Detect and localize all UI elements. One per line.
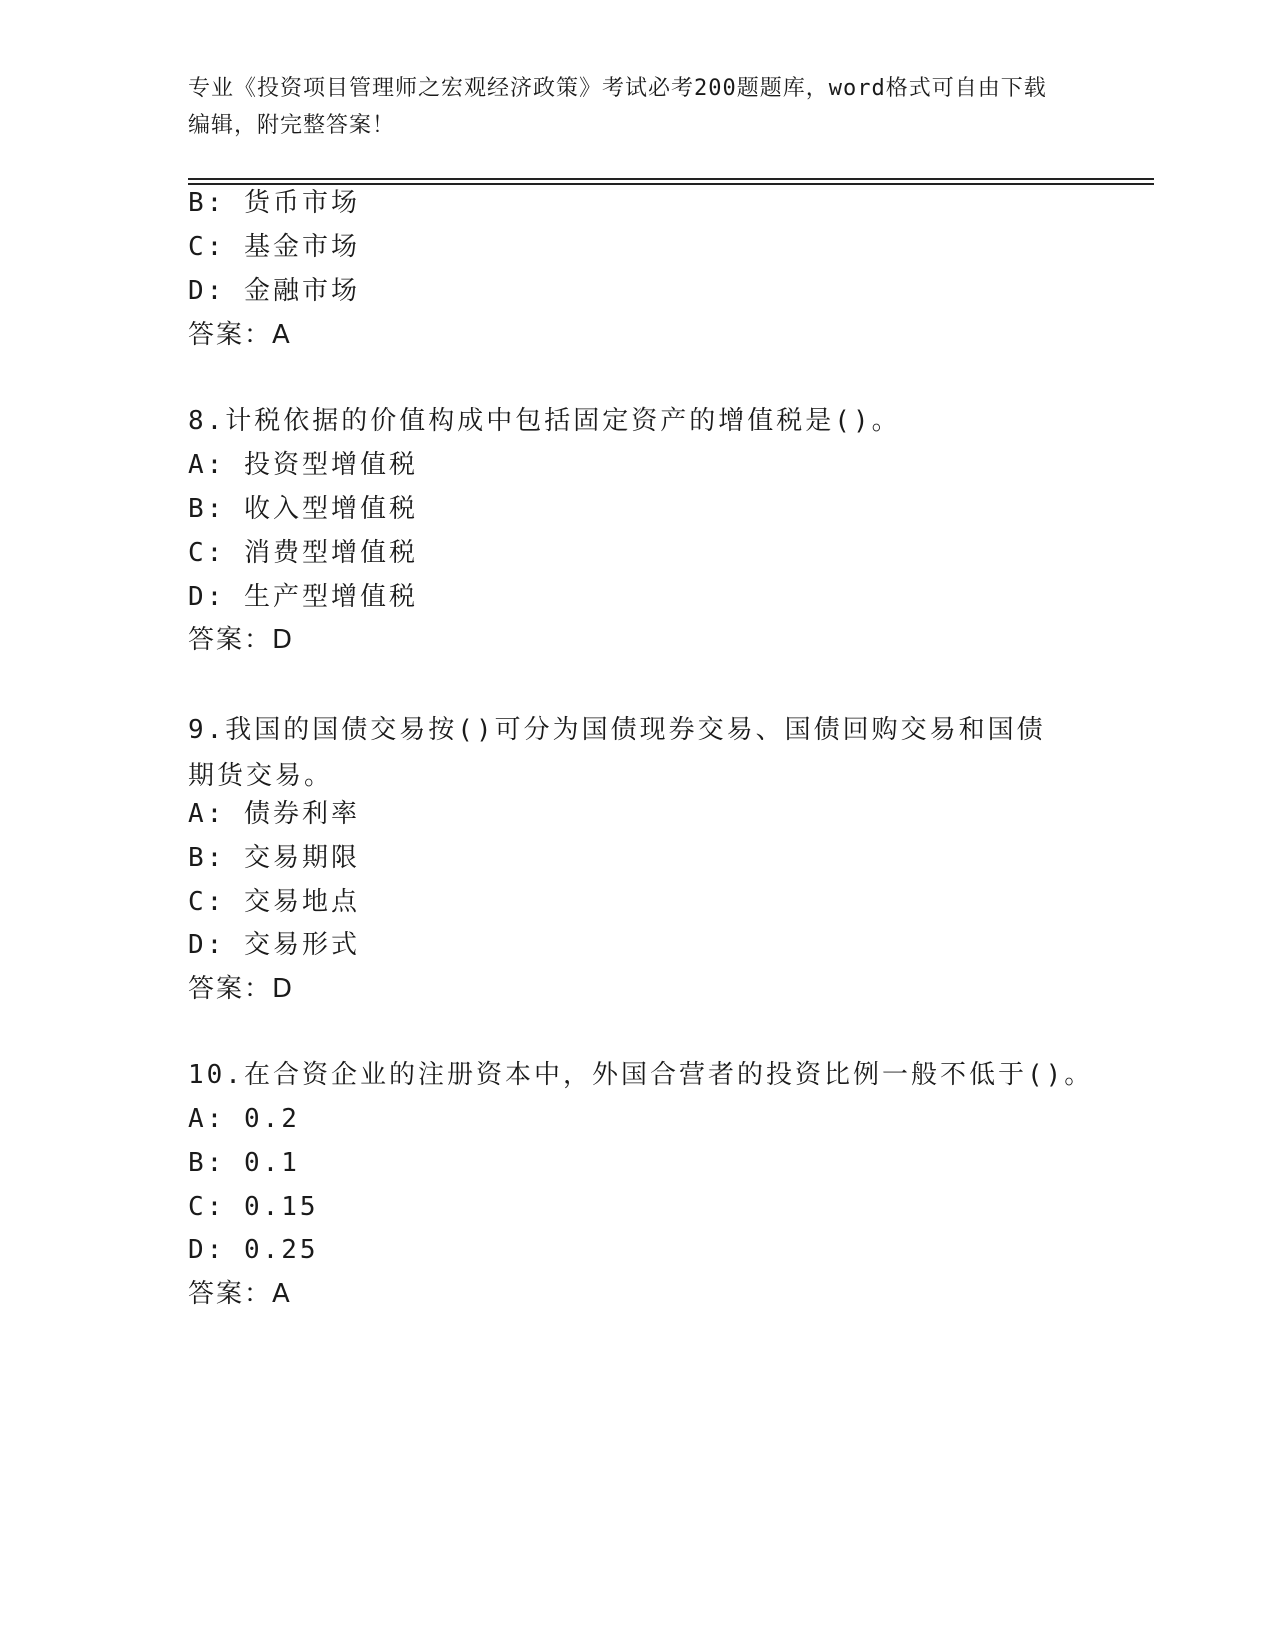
q9-option-c: C: 交易地点 <box>188 887 360 917</box>
q9-option-d: D: 交易形式 <box>188 930 360 960</box>
q10-option-d: D: 0.25 <box>188 1235 319 1265</box>
q10-question: 10.在合资企业的注册资本中，外国合营者的投资比例一般不低于()。 <box>188 1060 1094 1090</box>
q10-option-c: C: 0.15 <box>188 1192 319 1222</box>
q9-answer: 答案：D <box>188 974 295 1004</box>
q8-question: 8.计税依据的价值构成中包括固定资产的增值税是()。 <box>188 406 901 436</box>
q9-question: 9.我国的国债交易按()可分为国债现券交易、国债回购交易和国债期货交易。 <box>188 715 1046 791</box>
q7-option-b: B: 货币市场 <box>188 188 360 218</box>
q7-option-d: D: 金融市场 <box>188 276 360 306</box>
q10-option-a: A: 0.2 <box>188 1104 300 1134</box>
q10-option-b: B: 0.1 <box>188 1148 300 1178</box>
q10-answer: 答案：A <box>188 1279 292 1309</box>
q9-option-a: A: 债券利率 <box>188 799 360 829</box>
q8-answer: 答案：D <box>188 625 295 655</box>
q7-option-c: C: 基金市场 <box>188 232 360 262</box>
q8-option-c: C: 消费型增值税 <box>188 538 418 568</box>
document-header: 专业《投资项目管理师之宏观经济政策》考试必考200题题库，word格式可自由下载编辑，附完整答案！ <box>188 76 1047 138</box>
q7-answer: 答案：A <box>188 320 292 350</box>
q9-option-b: B: 交易期限 <box>188 843 360 873</box>
header-divider-bottom <box>188 183 1154 185</box>
q8-option-a: A: 投资型增值税 <box>188 450 418 480</box>
header-divider-top <box>188 178 1154 180</box>
q8-option-d: D: 生产型增值税 <box>188 582 418 612</box>
q8-option-b: B: 收入型增值税 <box>188 494 418 524</box>
